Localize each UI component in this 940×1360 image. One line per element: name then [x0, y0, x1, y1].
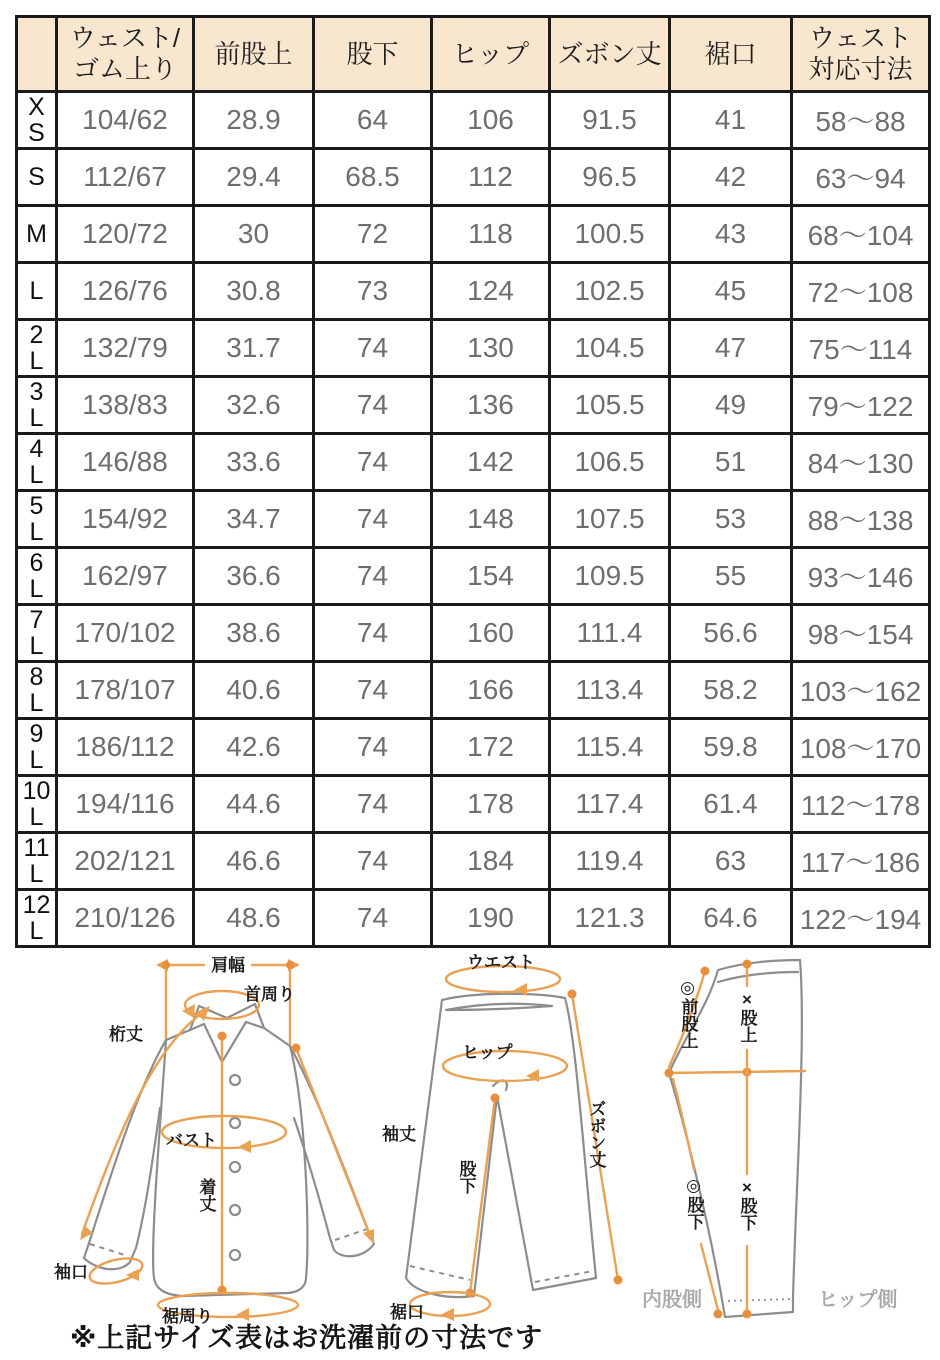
table-row [17, 149, 930, 206]
size-label: 6 L [17, 548, 57, 605]
pants-length-cell: 91.5 [550, 92, 670, 149]
inseam-cell: 74 [314, 377, 432, 434]
hem-cell: 45 [670, 263, 792, 320]
waist-label: ウエスト [467, 953, 535, 972]
front-rise-cell: 33.6 [194, 434, 314, 491]
table-row [17, 434, 930, 491]
inseam-cell: 74 [314, 662, 432, 719]
front-rise-cell: 42.6 [194, 719, 314, 776]
shirt-cuff-left-dash [90, 1244, 128, 1256]
hem-cell: 49 [670, 377, 792, 434]
waist-range-cell: 108〜170 [792, 719, 930, 776]
pants-length-cell: 115.4 [550, 719, 670, 776]
yuki-label: 桁丈 [109, 1025, 143, 1044]
pants-front-diagram [384, 948, 664, 1330]
pants-side-diagram [640, 946, 940, 1328]
size-label: L [17, 263, 57, 320]
hem-cell: 51 [670, 434, 792, 491]
waist-range-cell: 117〜186 [792, 833, 930, 890]
size-label: 4 L [17, 434, 57, 491]
size-label: 11 L [17, 833, 57, 890]
inseam-cell: 74 [314, 548, 432, 605]
waist-range-cell: 75〜114 [792, 320, 930, 377]
side-rise-label: ×股上 [737, 990, 757, 1043]
pants-length-cell: 105.5 [550, 377, 670, 434]
hem-cell: 41 [670, 92, 792, 149]
header-row [17, 17, 930, 92]
column-header-hip: ヒップ [432, 17, 550, 92]
hip-cell: 142 [432, 434, 550, 491]
pants-length-cell: 107.5 [550, 491, 670, 548]
hip-cell: 190 [432, 890, 550, 947]
size-label: 8 L [17, 662, 57, 719]
size-label: 12 L [17, 890, 57, 947]
waist-cell: 112/67 [57, 149, 194, 206]
hip-cell: 106 [432, 92, 550, 149]
hip-side-label: ヒップ側 [818, 1289, 898, 1311]
waist-cell: 154/92 [57, 491, 194, 548]
front-rise-cell: 36.6 [194, 548, 314, 605]
pants-length-cell: 117.4 [550, 776, 670, 833]
front-rise-cell: 32.6 [194, 377, 314, 434]
hem-cell: 58.2 [670, 662, 792, 719]
table-row [17, 719, 930, 776]
pants-length-cell: 121.3 [550, 890, 670, 947]
inseam-line [470, 1098, 495, 1293]
hem-cell: 61.4 [670, 776, 792, 833]
inseam-cell: 74 [314, 890, 432, 947]
pants-length-cell: 109.5 [550, 548, 670, 605]
pants-length-cell: 113.4 [550, 662, 670, 719]
pants-fly [446, 1004, 552, 1010]
inseam-cell: 74 [314, 719, 432, 776]
size-label: 3 L [17, 377, 57, 434]
hip-cell: 148 [432, 491, 550, 548]
front-rise-cell: 44.6 [194, 776, 314, 833]
front-rise-cell: 29.4 [194, 149, 314, 206]
table-row [17, 206, 930, 263]
body-length-label: 着丈 [196, 1178, 216, 1212]
table-row [17, 548, 930, 605]
hip-cell: 136 [432, 377, 550, 434]
waist-cell: 104/62 [57, 92, 194, 149]
hip-cell: 130 [432, 320, 550, 377]
hem-cell: 53 [670, 491, 792, 548]
pants-length-cell: 111.4 [550, 605, 670, 662]
cuff-label: 袖口 [54, 1263, 88, 1282]
waist-range-cell: 112〜178 [792, 776, 930, 833]
inseam-cell: 73 [314, 263, 432, 320]
waist-range-cell: 84〜130 [792, 434, 930, 491]
waist-range-cell: 63〜94 [792, 149, 930, 206]
waist-cell: 120/72 [57, 206, 194, 263]
waist-cell: 210/126 [57, 890, 194, 947]
inseam-cell: 68.5 [314, 149, 432, 206]
hip-label: ヒップ [462, 1043, 513, 1062]
table-row [17, 377, 930, 434]
column-header-pants-length: ズボン丈 [550, 17, 670, 92]
size-label: S [17, 149, 57, 206]
column-header-waist-range: ウェスト 対応寸法 [792, 17, 930, 92]
waist-cell: 132/79 [57, 320, 194, 377]
waist-cell: 138/83 [57, 377, 194, 434]
size-label: 5 L [17, 491, 57, 548]
size-label: 9 L [17, 719, 57, 776]
hip-cell: 112 [432, 149, 550, 206]
waist-range-cell: 68〜104 [792, 206, 930, 263]
hip-cell: 118 [432, 206, 550, 263]
pants-front-outline [406, 994, 596, 1297]
hip-cell: 178 [432, 776, 550, 833]
side-crotch-line [669, 1071, 805, 1073]
shirt-shoulder-right [264, 1028, 290, 1046]
inseam-cell: 74 [314, 776, 432, 833]
pants-length-cell: 96.5 [550, 149, 670, 206]
front-rise-cell: 40.6 [194, 662, 314, 719]
inseam-cell: 72 [314, 206, 432, 263]
side-hem-dotted [728, 1299, 791, 1301]
waist-range-cell: 103〜162 [792, 662, 930, 719]
side-inseam-b-label: ×股下 [737, 1178, 757, 1231]
pants-length-cell: 119.4 [550, 833, 670, 890]
waist-range-cell: 72〜108 [792, 263, 930, 320]
hem-cell: 64.6 [670, 890, 792, 947]
table-row [17, 776, 930, 833]
shirt-buttons [230, 1075, 240, 1260]
bust-label: バスト [166, 1131, 217, 1150]
side-front-rise-label: ◎前股上 [678, 978, 698, 1049]
hem-cell: 43 [670, 206, 792, 263]
yuki-line [82, 1010, 206, 1234]
hip-cell: 154 [432, 548, 550, 605]
table-row [17, 263, 930, 320]
wash-note: ※上記サイズ表はお洗濯前の寸法です [70, 1323, 544, 1353]
side-waistband-line [718, 972, 798, 982]
waist-range-cell: 122〜194 [792, 890, 930, 947]
pants-length-cell: 104.5 [550, 320, 670, 377]
neck-label: 首周り [244, 985, 295, 1004]
inseam-cell: 74 [314, 434, 432, 491]
hip-cell: 166 [432, 662, 550, 719]
shoulder-width-label: 肩幅 [211, 956, 245, 975]
inseam-cell: 74 [314, 605, 432, 662]
front-rise-cell: 31.7 [194, 320, 314, 377]
front-rise-cell: 28.9 [194, 92, 314, 149]
inseam-cell: 74 [314, 320, 432, 377]
waist-range-cell: 88〜138 [792, 491, 930, 548]
front-rise-cell: 48.6 [194, 890, 314, 947]
shirt-measure-diagram [38, 948, 418, 1328]
hip-cell: 184 [432, 833, 550, 890]
front-rise-cell: 46.6 [194, 833, 314, 890]
size-label: 2 L [17, 320, 57, 377]
pants-length-label: ズボン丈 [586, 1100, 606, 1168]
size-label: X S [17, 92, 57, 149]
waist-cell: 126/76 [57, 263, 194, 320]
front-rise-cell: 30.8 [194, 263, 314, 320]
inseam-cell: 64 [314, 92, 432, 149]
waist-cell: 186/112 [57, 719, 194, 776]
front-rise-cell: 38.6 [194, 605, 314, 662]
waist-range-cell: 58〜88 [792, 92, 930, 149]
pants-hem-left-dash [410, 1266, 470, 1280]
inseam-cell: 74 [314, 833, 432, 890]
hip-cell: 172 [432, 719, 550, 776]
table-row [17, 833, 930, 890]
waist-cell: 194/116 [57, 776, 194, 833]
waist-cell: 170/102 [57, 605, 194, 662]
shirt-neck-v [204, 1022, 246, 1062]
waist-cell: 178/107 [57, 662, 194, 719]
size-table [15, 15, 931, 948]
inseam-label: 股下 [456, 1160, 476, 1194]
inner-side-label: 内股側 [642, 1289, 702, 1311]
table-row [17, 92, 930, 149]
table-row [17, 320, 930, 377]
size-label: M [17, 206, 57, 263]
hem-cell: 47 [670, 320, 792, 377]
column-header-waist: ウェスト/ ゴム上り [57, 17, 194, 92]
sleeve-length-label: 袖丈 [382, 1125, 416, 1144]
hem-cell: 55 [670, 548, 792, 605]
pants-length-cell: 106.5 [550, 434, 670, 491]
hem-cell: 59.8 [670, 719, 792, 776]
column-header-inseam: 股下 [314, 17, 432, 92]
shirt-sleeve-right [290, 1046, 374, 1256]
table-row [17, 605, 930, 662]
inseam-cell: 74 [314, 491, 432, 548]
table-row [17, 491, 930, 548]
front-rise-cell: 30 [194, 206, 314, 263]
hem-cell: 56.6 [670, 605, 792, 662]
pants-length-cell: 102.5 [550, 263, 670, 320]
waist-cell: 202/121 [57, 833, 194, 890]
front-rise-cell: 34.7 [194, 491, 314, 548]
table-row [17, 890, 930, 947]
hem-round-label: 裾周り [162, 1307, 213, 1326]
waist-cell: 146/88 [57, 434, 194, 491]
column-header-hem: 裾口 [670, 17, 792, 92]
hem-cell: 63 [670, 833, 792, 890]
size-label: 7 L [17, 605, 57, 662]
pants-length-cell: 100.5 [550, 206, 670, 263]
waist-cell: 162/97 [57, 548, 194, 605]
side-inseam-a-label: ◎股下 [684, 1176, 704, 1230]
hip-cell: 124 [432, 263, 550, 320]
hem-label: 裾口 [390, 1303, 424, 1322]
hem-cell: 42 [670, 149, 792, 206]
column-header-front-rise: 前股上 [194, 17, 314, 92]
waist-range-cell: 79〜122 [792, 377, 930, 434]
waist-range-cell: 98〜154 [792, 605, 930, 662]
size-label: 10 L [17, 776, 57, 833]
column-header-size [17, 17, 57, 92]
hip-cell: 160 [432, 605, 550, 662]
table-row [17, 662, 930, 719]
waist-range-cell: 93〜146 [792, 548, 930, 605]
